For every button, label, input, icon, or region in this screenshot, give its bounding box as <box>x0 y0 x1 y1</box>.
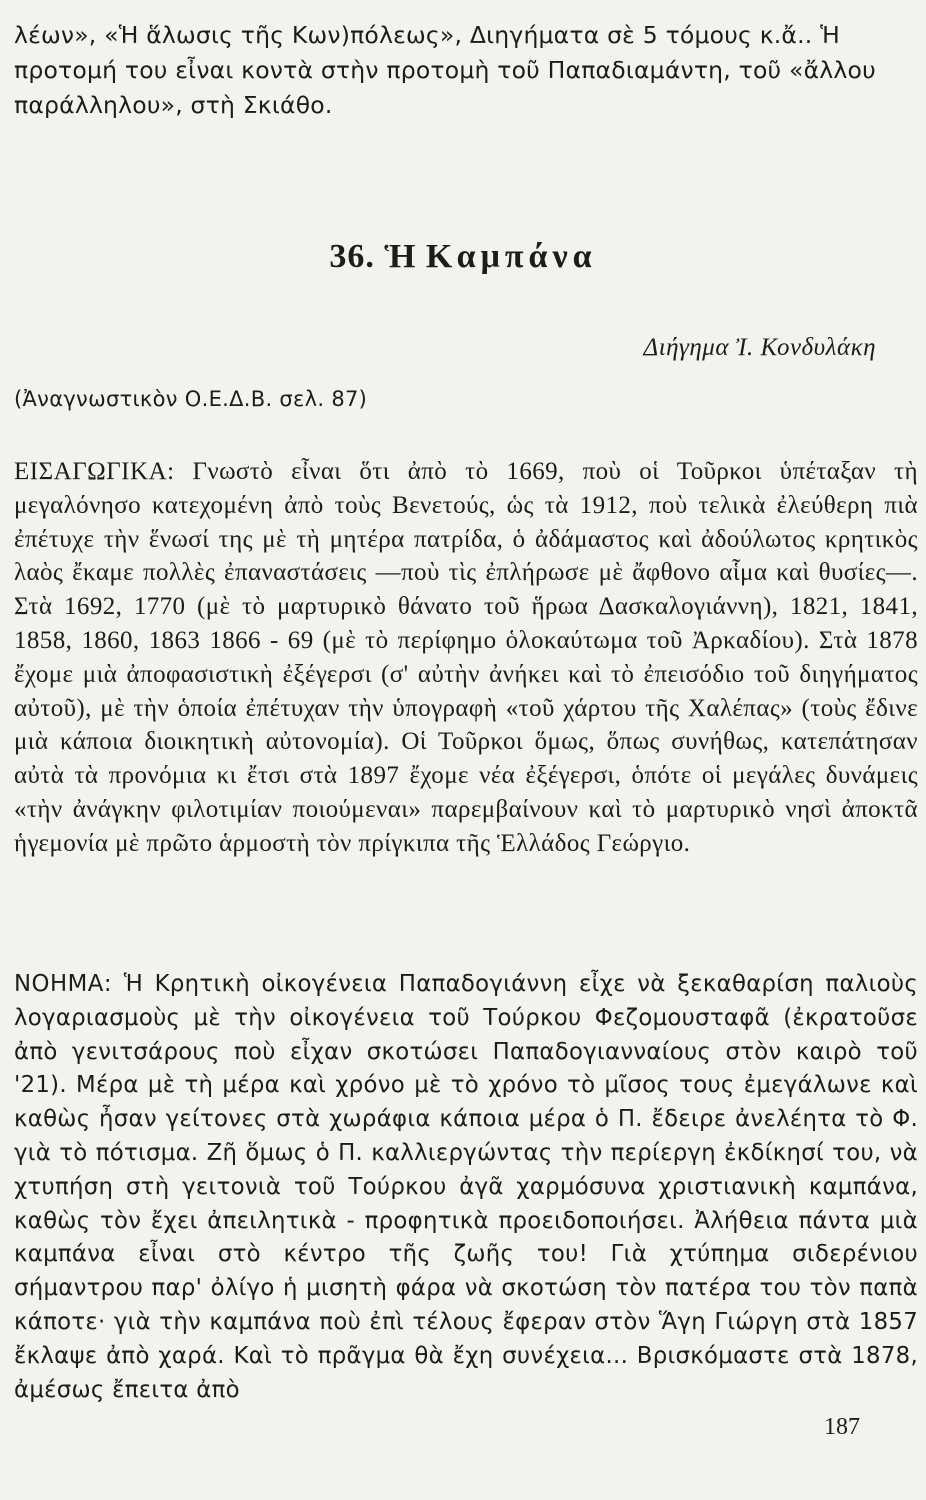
chapter-title <box>0 238 926 276</box>
page-number: 187 <box>824 1414 860 1440</box>
introduction-text: Γνωστὸ εἶναι ὅτι ἀπὸ τὸ 1669, ποὺ οἱ Τοῦρκοι ὑπέταξαν τὴ μεγαλόνησο κατεχομένη ἀπὸ τοὺς Βενετούς, ὡς τὰ 1912, ποὺ τελικὰ ἐλεύθερη πιὰ ἐπέτυχε τὴν ἕνωσί της μὲ τὴ μητέρα πατρίδα, ὁ ἀδάμαστος καὶ ἀδούλωτος κρητικὸς λαὸς ἔκαμε πολλὲς ἐπαναστάσεις —ποὺ τὶς ἐπλήρωσε μὲ ἄφθονο αἷμα καὶ θυσίες—. Στὰ 1692, 1770 (μὲ τὸ μαρτυρικὸ θάνατο τοῦ ἥρωα Δασκαλογιάννη), 1821, 1841, 1858, 1860, 1863 1866 - 69 (μὲ τὸ περίφημο ὁλοκαύτωμα τοῦ Ἀρκαδίου). Στὰ 1878 ἔχομε μιὰ ἀποφασιστικὴ ἐξέγερσι (σ' αὐτὴν ἀνήκει καὶ τὸ ἐπεισόδιο τοῦ διηγήματος αὐτοῦ), μὲ τὴν ὁποία ἐπέτυχαν τὴν ὑπογραφὴ «τοῦ χάρτου τῆς Χαλέπας» (τοὺς ἔδινε μιὰ κάποια διοικητικὴ αὐτονομία). Οἱ Τοῦρκοι ὅμως, ὅπως συνήθως, κατεπάτησαν αὐτὰ τὰ προνόμια κι ἔτσι στὰ 1897 ἔχομε νέα ἐξέγερσι, ὁπότε οἱ μεγάλες δυνάμεις «τὴν ἀνάγκην φιλοτιμίαν ποιούμεναι» παρεμβαίνουν καὶ τὸ μαρτυρικὸ νησὶ ἀποκτᾶ ἡγεμονία μὲ πρῶτο ἁρμοστὴ τὸν πρίγκιπα τῆς Ἑλλάδος Γεώργιο. <box>14 458 918 857</box>
introduction-paragraph <box>14 455 918 861</box>
chapter-source: (Ἀναγνωστικὸν Ο.Ε.Δ.Β. σελ. 87) <box>14 387 368 411</box>
introduction-label: ΕΙΣΑΓΩΓΙΚΑ: <box>14 458 175 485</box>
meaning-label: ΝΟΗΜΑ: <box>14 971 113 997</box>
top-paragraph: λέων», «Ἡ ἅλωσις τῆς Κων)πόλεως», Διηγήματα σὲ 5 τόμους κ.ἄ.. Ἡ προτομή του εἶναι κοντὰ στὴν προτομὴ τοῦ Παπαδιαμάντη, τοῦ «ἄλλου παράλληλου», στὴ Σκιάθο. <box>14 21 876 119</box>
chapter-author: Διήγημα Ἰ. Κονδυλάκη <box>643 334 876 361</box>
chapter-number: 36. <box>329 238 375 275</box>
meaning-paragraph <box>14 968 918 1407</box>
chapter-article: Ἡ <box>384 238 417 275</box>
meaning-text: Ἡ Κρητικὴ οἰκογένεια Παπαδογιάννη εἶχε νὰ ξεκαθαρίση παλιοὺς λογαριασμοὺς μὲ τὴν οἰκογένεια τοῦ Τούρκου Φεζομουσταφᾶ (ἐκρατοῦσε ἀπὸ γενιτσάρους ποὺ εἶχαν σκοτώσει Παπαδογιανναίους στὸν καιρὸ τοῦ '21). Μέρα μὲ τὴ μέρα καὶ χρόνο μὲ τὸ χρόνο τὸ μῖσος τους ἐμεγάλωνε καὶ καθὼς ἦσαν γείτονες στὰ χωράφια κάποια μέρα ὁ Π. ἔδειρε ἀνελέητα τὸ Φ. γιὰ τὸ πότισμα. Ζῆ ὅμως ὁ Π. καλλιεργώντας τὴν περίεργη ἐκδίκησί του, νὰ χτυπήση στὴ γειτονιὰ τοῦ Τούρκου ἀγᾶ χαρμόσυνα χριστιανικὴ καμπάνα, καθὼς τὸν ἔχει ἀπειλητικὰ - προφητικὰ προειδοποιήσει. Ἀλήθεια πάντα μιὰ καμπάνα εἶναι στὸ κέντρο τῆς ζωῆς του! Γιὰ χτύπημα σιδερένιου σήμαντρου παρ' ὀλίγο ἡ μισητὴ φάρα νὰ σκοτώση τὸν πατέρα του τὸν παπὰ κάποτε· γιὰ τὴν καμπάνα ποὺ ἐπὶ τέλους ἔφεραν στὸν Ἅγη Γιώργη στὰ 1857 ἔκλαψε ἀπὸ χαρά. Καὶ τὸ πρᾶγμα θὰ ἔχη συνέχεια... Βρισκόμαστε στὰ 1878, ἀμέσως ἔπειτα ἀπὸ <box>14 971 918 1403</box>
chapter-title-word: Καμπάνα <box>425 238 597 275</box>
